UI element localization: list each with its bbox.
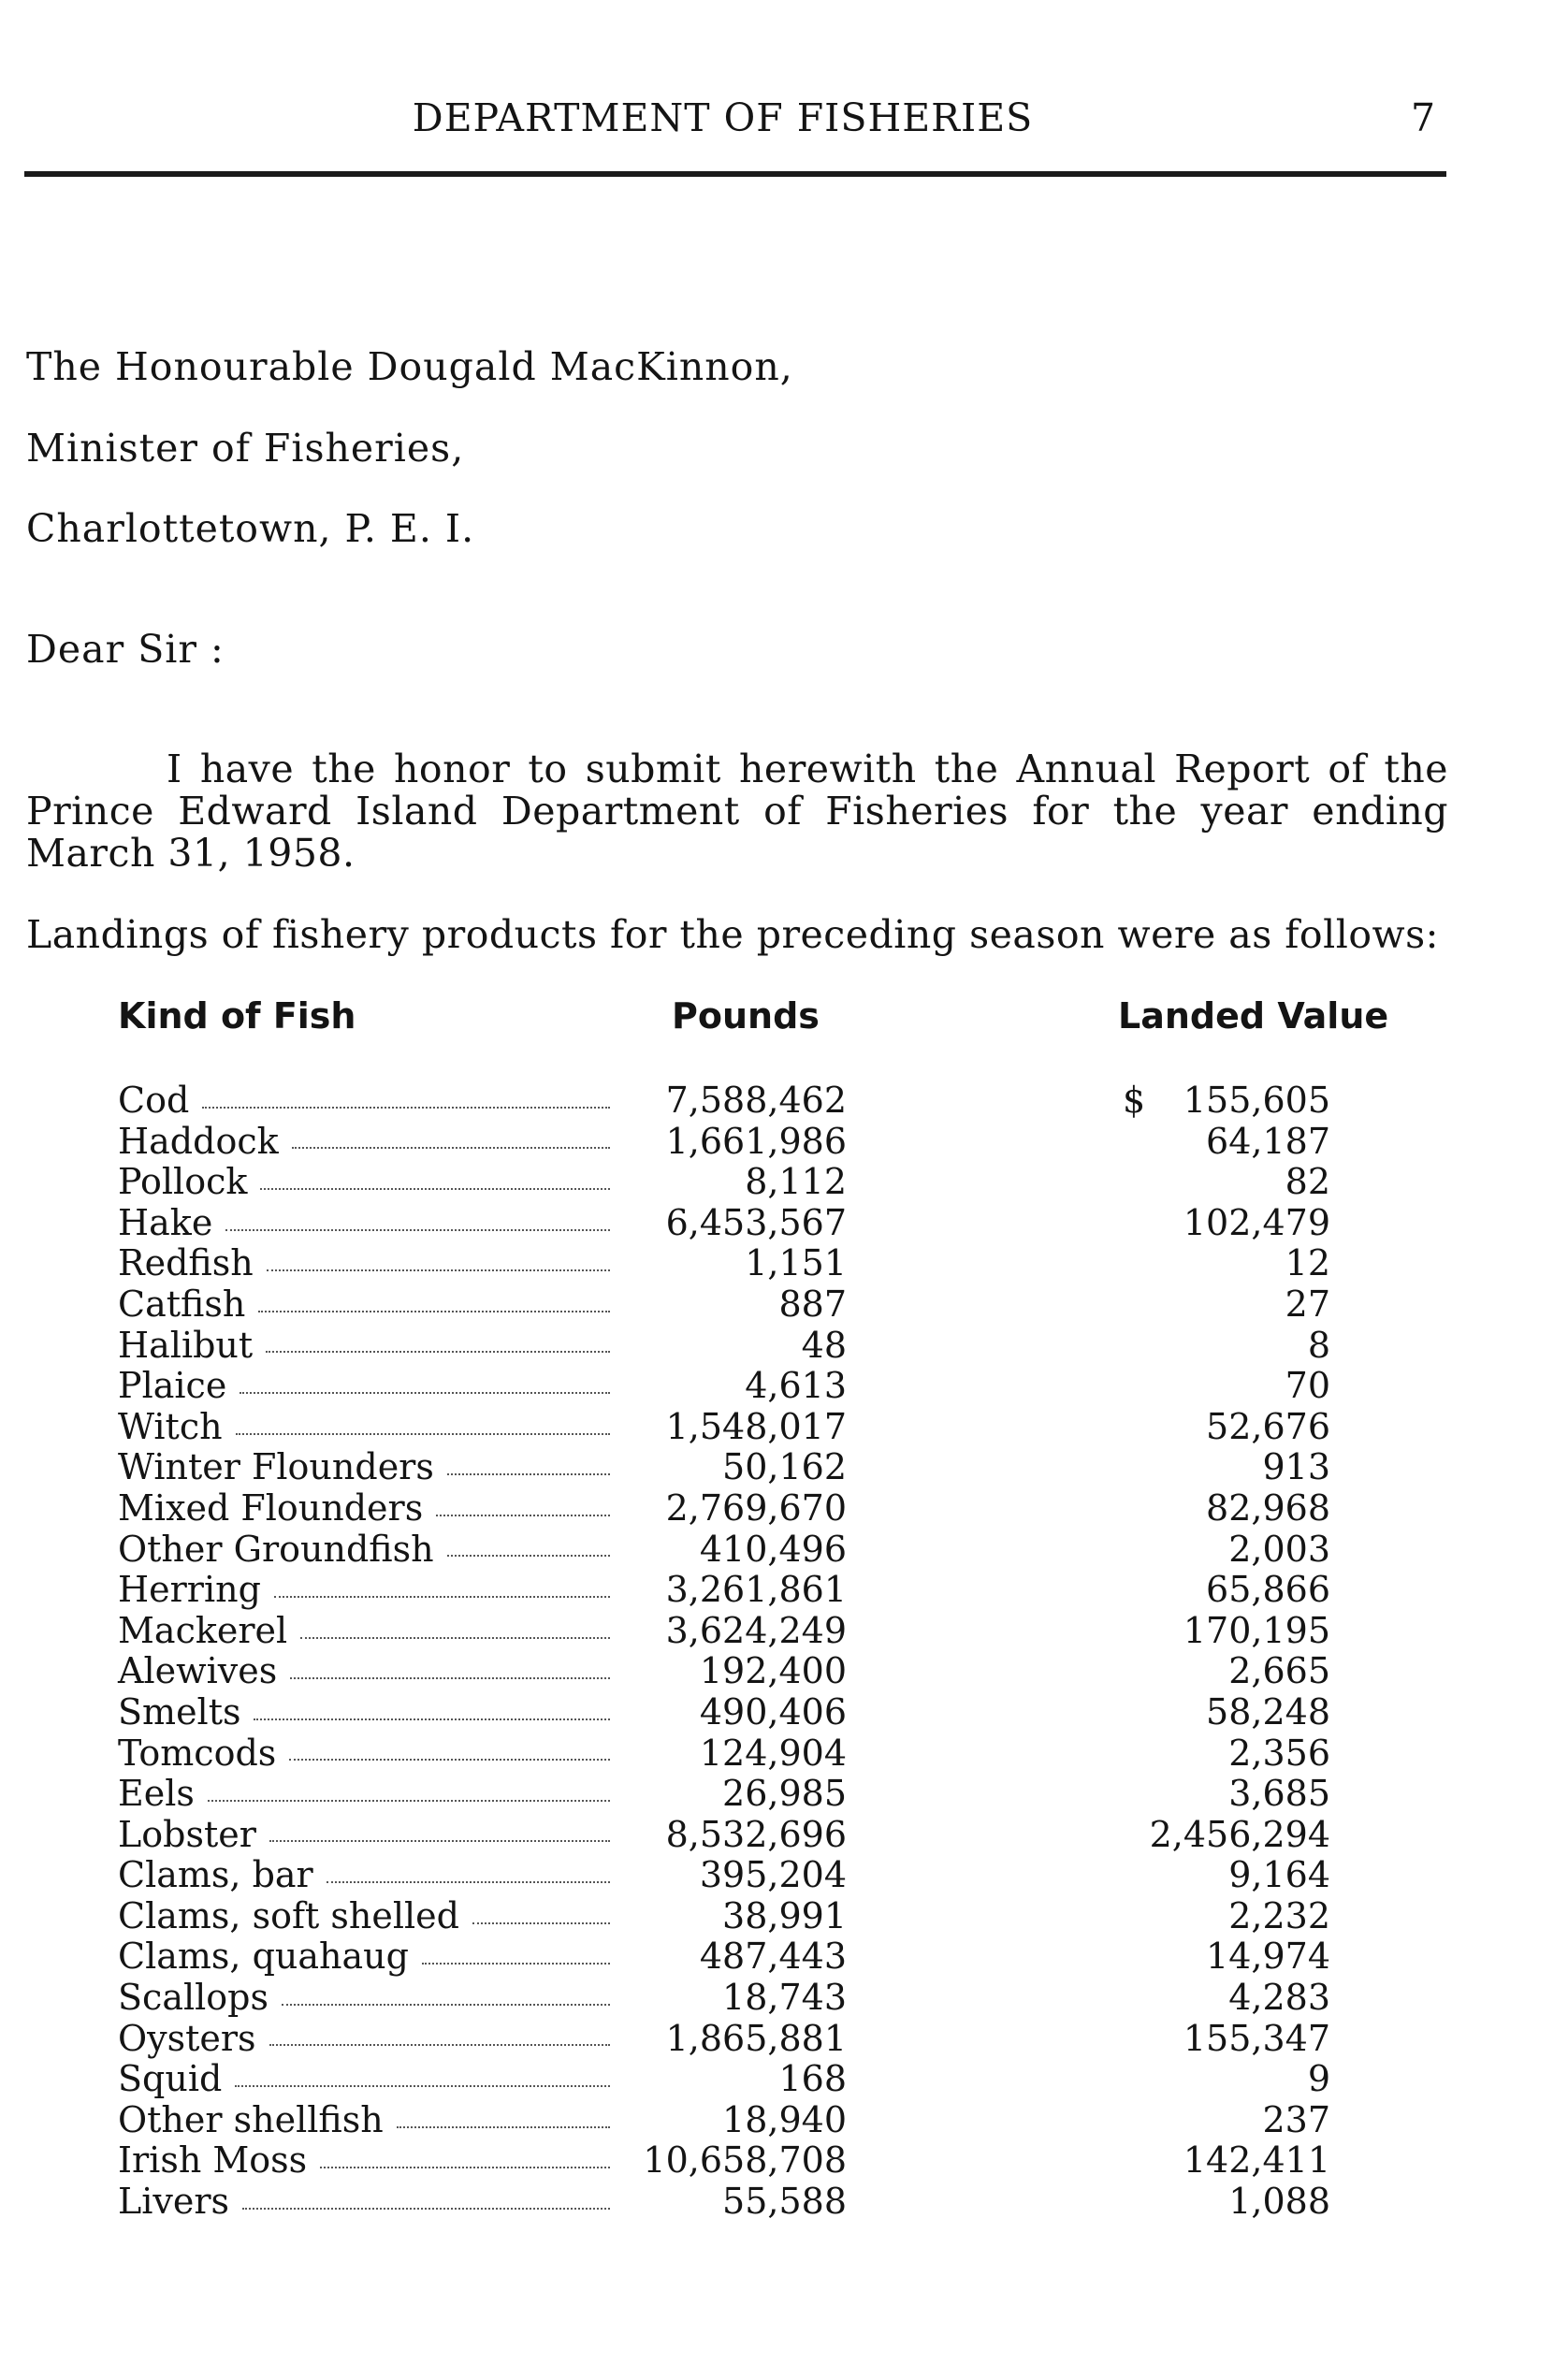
pounds-cell: 10,658,708 xyxy=(643,2139,847,2182)
pounds-cell: 48 xyxy=(801,1324,847,1366)
landings-intro: Landings of fishery products for the preceding season were as follows: xyxy=(26,912,1439,957)
column-header-kind: Kind of Fish xyxy=(118,995,356,1037)
table-row xyxy=(0,1896,1568,1937)
table-row xyxy=(0,1774,1568,1815)
fish-kind-label: Redfish xyxy=(118,1242,254,1284)
pounds-cell: 6,453,567 xyxy=(665,1201,847,1243)
landed-value-cell: 155,347 xyxy=(1183,2017,1330,2059)
salutation: Dear Sir : xyxy=(26,627,225,672)
landed-value-cell: 2,232 xyxy=(1228,1894,1330,1936)
landed-value-cell: 64,187 xyxy=(1206,1120,1330,1162)
fish-kind-cell xyxy=(118,1243,614,1284)
fish-kind-label: Clams, soft shelled xyxy=(118,1894,459,1936)
fish-kind-cell xyxy=(118,1284,614,1326)
dot-leader xyxy=(436,1515,610,1516)
pounds-cell: 50,162 xyxy=(722,1446,847,1488)
pounds-cell: 7,588,462 xyxy=(665,1080,847,1121)
dot-leader xyxy=(282,2004,610,2006)
landings-table xyxy=(0,1080,1568,2223)
dot-leader xyxy=(225,1229,610,1231)
dot-leader xyxy=(290,1677,610,1679)
fish-kind-cell xyxy=(118,1936,614,1978)
currency-symbol: $ xyxy=(1123,1080,1146,1121)
landed-value-cell: 4,283 xyxy=(1228,1977,1330,2019)
pounds-cell: 8,532,696 xyxy=(665,1813,847,1855)
table-row xyxy=(0,1815,1568,1856)
table-row xyxy=(0,2140,1568,2182)
fish-kind-cell xyxy=(118,1692,614,1733)
landed-value-cell: 2,456,294 xyxy=(1149,1813,1330,1855)
fish-kind-label: Tomcods xyxy=(118,1732,277,1774)
table-row xyxy=(0,1243,1568,1284)
landed-value-cell: 1,088 xyxy=(1228,2181,1330,2223)
table-row xyxy=(0,1203,1568,1244)
table-row xyxy=(0,2019,1568,2060)
pounds-cell: 55,588 xyxy=(722,2181,847,2223)
pounds-cell: 18,743 xyxy=(722,1977,847,2019)
landed-value-cell: 155,605 xyxy=(1183,1080,1330,1121)
landed-value-cell: 52,676 xyxy=(1206,1405,1330,1447)
landed-value-cell: 8 xyxy=(1307,1324,1330,1366)
pounds-cell: 168 xyxy=(778,2058,847,2100)
dot-leader xyxy=(269,2044,610,2046)
landed-value-cell: 9,164 xyxy=(1228,1854,1330,1896)
dot-leader xyxy=(202,1107,610,1109)
fish-kind-cell xyxy=(118,1651,614,1692)
landed-value-cell: 9 xyxy=(1307,2058,1330,2100)
addressee-title: Minister of Fisheries, xyxy=(26,426,465,471)
fish-kind-label: Mackerel xyxy=(118,1609,288,1651)
landed-value-cell: 27 xyxy=(1285,1283,1330,1325)
addressee-name: The Honourable Dougald MacKinnon, xyxy=(26,344,793,389)
table-row xyxy=(0,1284,1568,1326)
dot-leader xyxy=(240,1392,610,1394)
dot-leader xyxy=(260,1188,610,1190)
pounds-cell: 1,661,986 xyxy=(665,1120,847,1162)
fish-kind-label: Hake xyxy=(118,1201,213,1243)
table-row xyxy=(0,1447,1568,1488)
table-row xyxy=(0,1651,1568,1692)
pounds-cell: 4,613 xyxy=(745,1365,847,1407)
dot-leader xyxy=(289,1759,610,1761)
fish-kind-label: Haddock xyxy=(118,1120,279,1162)
dot-leader xyxy=(274,1596,610,1598)
fish-kind-cell xyxy=(118,1080,614,1122)
dot-leader xyxy=(422,1963,610,1965)
fish-kind-label: Smelts xyxy=(118,1690,241,1733)
table-row xyxy=(0,1407,1568,1448)
pounds-cell: 1,151 xyxy=(745,1242,847,1284)
dot-leader xyxy=(258,1311,610,1312)
column-header-value: Landed Value xyxy=(1118,995,1389,1037)
landed-value-cell: 82 xyxy=(1285,1161,1330,1203)
landed-value-cell: 102,479 xyxy=(1183,1201,1330,1243)
pounds-cell: 124,904 xyxy=(699,1732,847,1774)
fish-kind-cell xyxy=(118,1896,614,1937)
fish-kind-label: Lobster xyxy=(118,1813,256,1855)
pounds-cell: 18,940 xyxy=(722,2098,847,2140)
dot-leader xyxy=(242,2208,610,2210)
table-row xyxy=(0,1692,1568,1733)
dot-leader xyxy=(208,1800,610,1802)
fish-kind-cell xyxy=(118,1122,614,1163)
table-row xyxy=(0,1080,1568,1122)
fish-kind-label: Clams, quahaug xyxy=(118,1936,409,1978)
fish-kind-cell xyxy=(118,1611,614,1652)
fish-kind-cell xyxy=(118,1733,614,1775)
landed-value-cell: 913 xyxy=(1262,1446,1330,1488)
fish-kind-label: Livers xyxy=(118,2181,230,2223)
fish-kind-cell xyxy=(118,1570,614,1611)
table-row xyxy=(0,1488,1568,1530)
fish-kind-cell xyxy=(118,2019,614,2060)
table-row xyxy=(0,1122,1568,1163)
table-row xyxy=(0,2100,1568,2141)
dot-leader xyxy=(254,1718,610,1720)
landed-value-cell: 12 xyxy=(1285,1242,1330,1284)
fish-kind-cell xyxy=(118,2100,614,2141)
table-row xyxy=(0,1733,1568,1775)
table-row xyxy=(0,2059,1568,2100)
pounds-cell: 192,400 xyxy=(699,1650,847,1692)
fish-kind-label: Oysters xyxy=(118,2017,256,2059)
table-row xyxy=(0,1855,1568,1896)
table-row xyxy=(0,1366,1568,1407)
fish-kind-label: Irish Moss xyxy=(118,2139,308,2182)
fish-kind-label: Witch xyxy=(118,1405,223,1447)
table-row xyxy=(0,1570,1568,1611)
column-header-pounds: Pounds xyxy=(672,995,820,1037)
dot-leader xyxy=(447,1473,610,1475)
pounds-cell: 1,865,881 xyxy=(665,2017,847,2059)
running-head-title: DEPARTMENT OF FISHERIES xyxy=(412,95,1034,140)
dot-leader xyxy=(447,1555,610,1557)
pounds-cell: 1,548,017 xyxy=(665,1405,847,1447)
dot-leader xyxy=(235,2085,610,2087)
fish-kind-cell xyxy=(118,1162,614,1203)
addressee-location: Charlottetown, P. E. I. xyxy=(26,506,475,551)
fish-kind-label: Cod xyxy=(118,1080,190,1121)
fish-kind-label: Eels xyxy=(118,1773,195,1815)
landed-value-cell: 170,195 xyxy=(1183,1609,1330,1651)
dot-leader xyxy=(267,1269,610,1271)
dot-leader xyxy=(292,1147,610,1149)
landed-value-cell: 3,685 xyxy=(1228,1773,1330,1815)
pounds-cell: 8,112 xyxy=(745,1161,847,1203)
pounds-cell: 3,261,861 xyxy=(665,1569,847,1611)
fish-kind-cell xyxy=(118,1488,614,1530)
fish-kind-cell xyxy=(118,1447,614,1488)
dot-leader xyxy=(327,1881,610,1883)
fish-kind-label: Catfish xyxy=(118,1283,246,1325)
landed-value-cell: 82,968 xyxy=(1206,1486,1330,1529)
landed-value-cell: 2,356 xyxy=(1228,1732,1330,1774)
landed-value-cell: 237 xyxy=(1262,2098,1330,2140)
dot-leader xyxy=(472,1922,610,1924)
landed-value-cell: 14,974 xyxy=(1206,1936,1330,1978)
table-row xyxy=(0,2182,1568,2223)
fish-kind-label: Alewives xyxy=(118,1650,278,1692)
pounds-cell: 38,991 xyxy=(722,1894,847,1936)
pounds-cell: 395,204 xyxy=(699,1854,847,1896)
pounds-cell: 887 xyxy=(778,1283,847,1325)
page-header xyxy=(0,95,1568,152)
fish-kind-label: Herring xyxy=(118,1569,261,1611)
header-rule xyxy=(24,171,1446,177)
fish-kind-cell xyxy=(118,1815,614,1856)
landed-value-cell: 58,248 xyxy=(1206,1690,1330,1733)
fish-kind-cell xyxy=(118,1978,614,2019)
fish-kind-label: Scallops xyxy=(118,1977,269,2019)
fish-kind-label: Winter Flounders xyxy=(118,1446,434,1488)
table-row xyxy=(0,1978,1568,2019)
fish-kind-label: Mixed Flounders xyxy=(118,1486,424,1529)
fish-kind-cell xyxy=(118,1407,614,1448)
landed-value-cell: 2,665 xyxy=(1228,1650,1330,1692)
fish-kind-cell xyxy=(118,2140,614,2182)
pounds-cell: 2,769,670 xyxy=(665,1486,847,1529)
fish-kind-cell xyxy=(118,1203,614,1244)
pounds-cell: 26,985 xyxy=(722,1773,847,1815)
table-row xyxy=(0,1611,1568,1652)
fish-kind-cell xyxy=(118,1774,614,1815)
table-row xyxy=(0,1530,1568,1571)
fish-kind-label: Pollock xyxy=(118,1161,248,1203)
fish-kind-label: Halibut xyxy=(118,1324,254,1366)
dot-leader xyxy=(320,2167,610,2168)
fish-kind-label: Other shellfish xyxy=(118,2098,384,2140)
pounds-cell: 410,496 xyxy=(699,1528,847,1570)
pounds-cell: 3,624,249 xyxy=(665,1609,847,1651)
landed-value-cell: 2,003 xyxy=(1228,1528,1330,1570)
fish-kind-cell xyxy=(118,1326,614,1367)
intro-paragraph: I have the honor to submit herewith the Annual Report of the Prince Edward Island Department of Fisheries for the year ending March 31, 1958. xyxy=(26,747,1448,876)
table-row xyxy=(0,1326,1568,1367)
fish-kind-cell xyxy=(118,2059,614,2100)
fish-kind-label: Clams, bar xyxy=(118,1854,313,1896)
dot-leader xyxy=(266,1351,610,1353)
fish-kind-label: Plaice xyxy=(118,1365,227,1407)
dot-leader xyxy=(300,1637,610,1639)
landed-value-cell: 142,411 xyxy=(1183,2139,1330,2182)
fish-kind-cell xyxy=(118,1855,614,1896)
landed-value-cell: 70 xyxy=(1285,1365,1330,1407)
pounds-cell: 487,443 xyxy=(699,1936,847,1978)
table-row xyxy=(0,1936,1568,1978)
dot-leader xyxy=(236,1433,610,1435)
dot-leader xyxy=(397,2126,610,2128)
fish-kind-label: Other Groundfish xyxy=(118,1528,434,1570)
fish-kind-label: Squid xyxy=(118,2058,223,2100)
fish-kind-cell xyxy=(118,2182,614,2223)
page-number: 7 xyxy=(1411,95,1436,140)
dot-leader xyxy=(269,1840,610,1842)
table-row xyxy=(0,1162,1568,1203)
fish-kind-cell xyxy=(118,1530,614,1571)
fish-kind-cell xyxy=(118,1366,614,1407)
landed-value-cell: 65,866 xyxy=(1206,1569,1330,1611)
pounds-cell: 490,406 xyxy=(699,1690,847,1733)
